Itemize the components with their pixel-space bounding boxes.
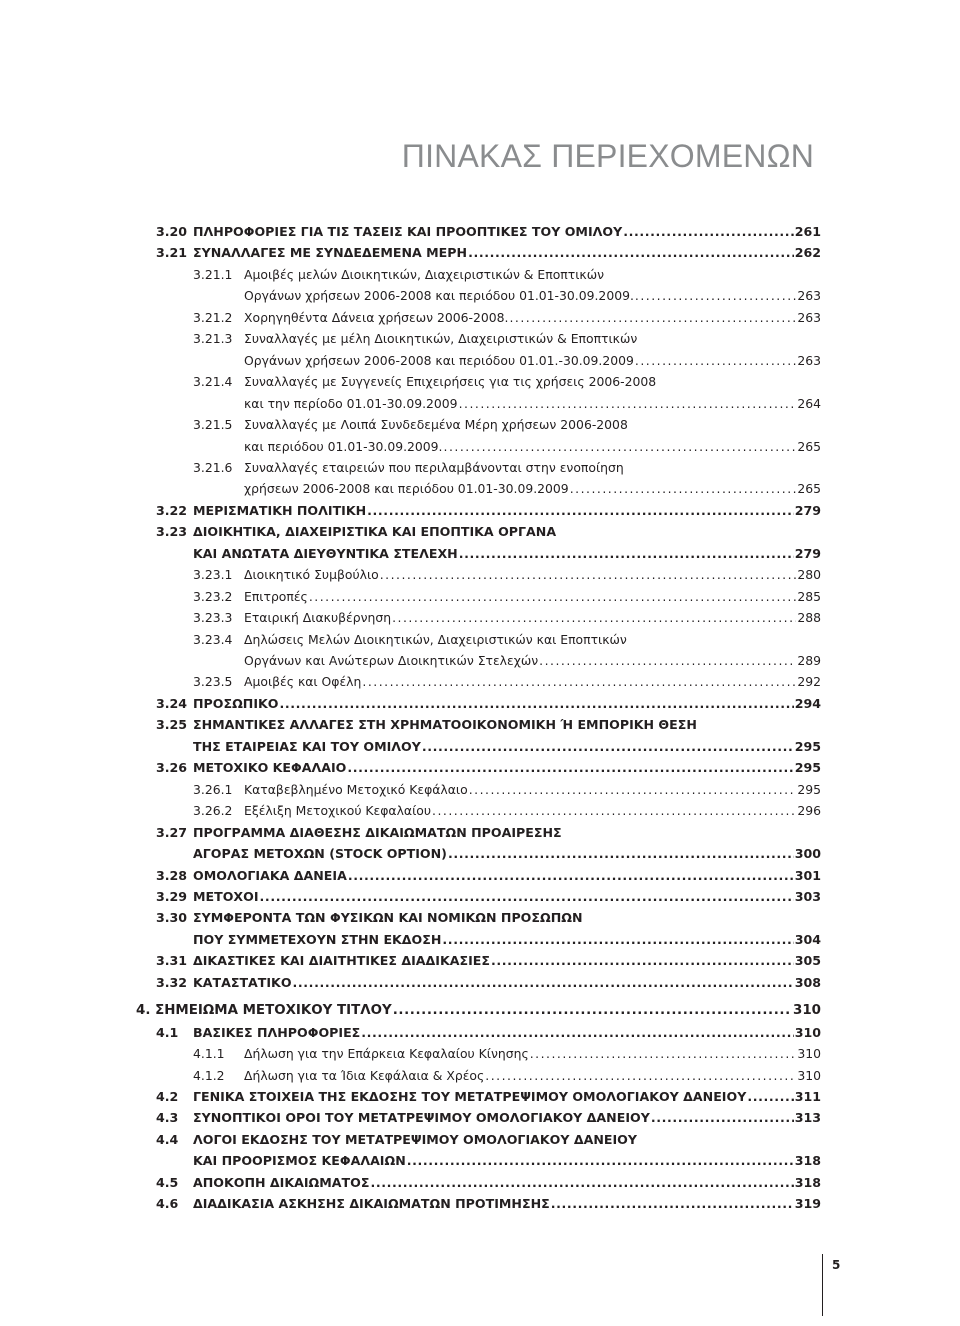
toc-entry-title: ΟΜΟΛΟΓΙΑΚΑ ΔΑΝΕΙΑ <box>193 867 347 883</box>
toc-entry-title: ΛΟΓΟΙ ΕΚΔΟΣΗΣ ΤΟΥ ΜΕΤΑΤΡΕΨΙΜΟΥ ΟΜΟΛΟΓΙΑΚΟΥ ΔΑΝΕΙΟΥ <box>193 1131 637 1147</box>
dot-leader <box>361 1025 793 1040</box>
toc-entry-title: Χορηγηθέντα Δάνεια χρήσεων 2006-2008. <box>244 309 509 325</box>
dot-leader <box>393 1003 792 1018</box>
toc-entry-page: 310 <box>797 1046 821 1062</box>
toc-entry-number: 3.23 <box>156 524 188 540</box>
toc-entry-title: Οργάνων χρήσεων 2006-2008 και περιόδου 01.01.-30.09.2009 <box>244 352 634 368</box>
toc-entry-page: 310 <box>797 1067 821 1083</box>
toc-entry-page: 301 <box>794 867 821 883</box>
toc-entry-page: 280 <box>797 567 821 583</box>
dot-leader <box>279 696 793 711</box>
toc-entry-title: Οργάνων και Ανώτερων Διοικητικών Στελεχών <box>244 653 539 668</box>
toc-entry-page: 295 <box>794 760 821 776</box>
toc-entry-number: 3.27 <box>156 824 188 840</box>
toc-entry-number: 4.3 <box>156 1110 179 1126</box>
toc-entry-title: ΑΠΟΚΟΠΗ ΔΙΚΑΙΩΜΑΤΟΣ <box>193 1174 370 1190</box>
toc-entry-number: 4.1 <box>156 1024 179 1040</box>
toc-entry-number: 3.21.2 <box>193 309 233 325</box>
toc-entry-title: ΣΥΝΟΠΤΙΚΟΙ ΟΡΟΙ ΤΟΥ ΜΕΤΑΤΡΕΨΙΜΟΥ ΟΜΟΛΟΓΙΑΚΟΥ ΔΑΝΕΙΟΥ <box>193 1110 650 1126</box>
dot-leader <box>367 503 794 518</box>
dot-leader <box>260 889 794 904</box>
toc-entry-page: 262 <box>794 245 821 261</box>
toc-entry-title: Αμοιβές και Οφέλη <box>244 674 362 690</box>
toc-entry-page: 311 <box>794 1089 821 1104</box>
toc-entry-page: 310 <box>794 1024 821 1040</box>
toc-entry-page: 300 <box>794 846 821 862</box>
toc-entry-number: 4.1.2 <box>193 1067 225 1083</box>
toc-entry-page: 288 <box>797 610 821 626</box>
dot-leader <box>459 546 794 561</box>
page-number-divider <box>822 1254 823 1316</box>
toc-entry-title: ΜΕΡΙΣΜΑΤΙΚΗ ΠΟΛΙΤΙΚΗ <box>193 502 367 518</box>
dot-leader <box>448 846 794 861</box>
toc-entry-page: 313 <box>794 1110 821 1126</box>
dot-leader <box>293 975 794 990</box>
toc-entry-number: 3.23.1 <box>193 567 233 583</box>
dot-leader <box>432 803 796 818</box>
toc-entry-title: Καταβεβλημένο Μετοχικό Κεφάλαιο <box>244 781 468 797</box>
toc-entry-number: 3.24 <box>156 695 188 711</box>
dot-leader <box>370 1175 793 1190</box>
toc-entry-title: ΠΡΟΣΩΠΙΚΟ <box>193 695 279 711</box>
toc-entry-page: 305 <box>794 953 821 969</box>
dot-leader <box>623 224 793 239</box>
toc-entry-title: Δηλώσεις Μελών Διοικητικών, Διαχειριστικών και Εποπτικών <box>244 631 627 647</box>
toc-entry-page: 289 <box>797 653 821 668</box>
toc-entry-title: ΚΑΙ ΑΝΩΤΑΤΑ ΔΙΕΥΘΥΝΤΙΚΑ ΣΤΕΛΕΧΗ <box>193 545 458 561</box>
toc-entry-number: 3.25 <box>156 717 188 733</box>
toc-entry-title: και περιόδου 01.01-30.09.2009. <box>244 438 443 454</box>
toc-entry-page: 263 <box>797 352 821 368</box>
dot-leader <box>309 589 797 604</box>
toc-entry-page: 261 <box>794 224 821 239</box>
toc-entry-title: Συναλλαγές εταιρειών που περιλαμβάνονται στην ενοποίηση <box>244 459 624 475</box>
dot-leader <box>468 245 794 260</box>
toc-entry-title: Δήλωση για την Επάρκεια Κεφαλαίου Κίνησης <box>244 1046 529 1062</box>
toc-entry-number: 3.26.1 <box>193 781 233 797</box>
toc-entry-page: 285 <box>797 588 821 604</box>
toc-entry-title: ΜΕΤΟΧΟΙ <box>193 888 259 904</box>
toc-entry-number: 3.21 <box>156 245 188 261</box>
toc-entry-number: 4.2 <box>156 1089 179 1104</box>
dot-leader <box>469 782 797 797</box>
toc-entry-title: χρήσεων 2006-2008 και περιόδου 01.01-30.09.2009 <box>244 481 569 497</box>
toc-entry-title: Οργάνων χρήσεων 2006-2008 και περιόδου 01.01-30.09.2009. <box>244 288 634 304</box>
toc-entry-title: ΔΙΟΙΚΗΤΙΚΑ, ΔΙΑΧΕΙΡΙΣΤΙΚΑ ΚΑΙ ΕΠΟΠΤΙΚΑ ΟΡΓΑΝΑ <box>193 524 557 540</box>
toc-entry-number: 4.6 <box>156 1196 179 1212</box>
toc-entry-number: 3.23.4 <box>193 631 233 647</box>
toc-entry-title: ΜΕΤΟΧΙΚΟ ΚΕΦΑΛΑΙΟ <box>193 760 347 776</box>
dot-leader <box>444 439 797 454</box>
toc-entry-page: 263 <box>797 309 821 325</box>
dot-leader <box>491 953 794 968</box>
toc-entry-title: ΤΗΣ ΕΤΑΙΡΕΙΑΣ ΚΑΙ ΤΟΥ ΟΜΙΛΟΥ <box>193 738 421 754</box>
toc-entry-number: 3.21.1 <box>193 266 233 282</box>
toc-entry-title: ΠΡΟΓΡΑΜΜΑ ΔΙΑΘΕΣΗΣ ΔΙΚΑΙΩΜΑΤΩΝ ΠΡΟΑΙΡΕΣΗΣ <box>193 824 562 840</box>
dot-leader <box>485 1068 796 1083</box>
dot-leader <box>747 1089 793 1104</box>
dot-leader <box>539 653 796 668</box>
toc-entry-page: 308 <box>794 974 821 990</box>
toc-entry-number: 4.1.1 <box>193 1046 225 1062</box>
dot-leader <box>530 1046 797 1061</box>
toc-entry-number: 3.29 <box>156 888 188 904</box>
toc-entry-page: 294 <box>794 695 821 711</box>
toc-entry-title: και την περίοδο 01.01-30.09.2009 <box>244 395 458 411</box>
toc-entry-page: 304 <box>794 931 821 947</box>
toc-entry-title: Συναλλαγές με Συγγενείς Επιχειρήσεις για τις χρήσεις 2006-2008 <box>244 374 657 390</box>
toc-entry-page: 318 <box>794 1153 821 1169</box>
toc-entry-number: 3.21.5 <box>193 417 233 433</box>
toc-entry-number: 3.21.3 <box>193 331 233 347</box>
toc-entry-page: 265 <box>797 438 821 454</box>
toc-entry-page: 295 <box>797 781 821 797</box>
toc-entry-number: 4.5 <box>156 1174 179 1190</box>
toc-entry-page: 292 <box>797 674 821 690</box>
dot-leader <box>348 868 794 883</box>
toc-entry-title: ΠΟΥ ΣΥΜΜΕΤΕΧΟΥΝ ΣΤΗΝ ΕΚΔΟΣΗ <box>193 931 442 947</box>
toc-entry-title: Δήλωση για τα Ίδια Κεφάλαια & Χρέος <box>244 1067 485 1083</box>
toc-entry-number: 3.20 <box>156 224 188 239</box>
toc-entry-number: 3.21.4 <box>193 374 233 390</box>
toc-entry-page: 310 <box>793 1003 821 1019</box>
toc-entry-title: Εξέλιξη Μετοχικού Κεφαλαίου <box>244 803 432 819</box>
toc-entry-title: 4. ΣΗΜΕΙΩΜΑ ΜΕΤΟΧΙΚΟΥ ΤΙΤΛΟΥ <box>136 1003 392 1019</box>
toc-entry-page: 303 <box>794 888 821 904</box>
toc-entry-title: ΠΛΗΡΟΦΟΡΙΕΣ ΓΙΑ ΤΙΣ ΤΑΣΕΙΣ ΚΑΙ ΠΡΟΟΠΤΙΚΕΣ ΤΟΥ ΟΜΙΛΟΥ <box>193 224 623 239</box>
toc-entry-number: 4.4 <box>156 1131 179 1147</box>
page-number: 5 <box>832 1258 841 1272</box>
toc-entry-title: ΑΓΟΡΑΣ ΜΕΤΟΧΩΝ (STOCK OPTION) <box>193 846 447 862</box>
dot-leader <box>551 1196 794 1211</box>
dot-leader <box>651 1110 794 1125</box>
toc-entry-title: ΣΥΜΦΕΡΟΝΤΑ ΤΩΝ ΦΥΣΙΚΩΝ ΚΑΙ ΝΟΜΙΚΩΝ ΠΡΟΣΩΠΩΝ <box>193 910 583 926</box>
dot-leader <box>362 674 796 689</box>
toc-entry-number: 3.28 <box>156 867 188 883</box>
dot-leader <box>380 567 797 582</box>
toc-entry-title: Συναλλαγές με Λοιπά Συνδεδεμένα Μέρη χρήσεων 2006-2008 <box>244 417 628 433</box>
toc-entry-title: Εταιρική Διακυβέρνηση <box>244 610 392 626</box>
toc-entry-title: Επιτροπές <box>244 588 308 604</box>
dot-leader <box>407 1153 794 1168</box>
toc-entry-title: ΔΙΚΑΣΤΙΚΕΣ ΚΑΙ ΔΙΑΙΤΗΤΙΚΕΣ ΔΙΑΔΙΚΑΣΙΕΣ <box>193 953 490 969</box>
toc-entry-number: 3.32 <box>156 974 188 990</box>
toc-entry-number: 3.26.2 <box>193 803 233 819</box>
toc-entry-page: 279 <box>794 502 821 518</box>
toc-entry-page: 279 <box>794 545 821 561</box>
dot-leader <box>509 310 796 325</box>
toc-entry-number: 3.23.5 <box>193 674 233 690</box>
toc-entry-page: 318 <box>794 1174 821 1190</box>
dot-leader <box>392 610 796 625</box>
toc-entry-number: 3.30 <box>156 910 188 926</box>
page-title: ΠΙΝΑΚΑΣ ΠΕΡΙΕΧΟΜΕΝΩΝ <box>401 138 814 174</box>
toc-entry-number: 3.22 <box>156 502 188 518</box>
toc-entry-page: 264 <box>797 395 821 411</box>
toc-entry-page: 295 <box>794 738 821 754</box>
dot-leader <box>570 481 797 496</box>
toc-entry-title: ΚΑΤΑΣΤΑΤΙΚΟ <box>193 974 292 990</box>
dot-leader <box>422 739 794 754</box>
toc-entry-title: Συναλλαγές με μέλη Διοικητικών, Διαχειριστικών & Εποπτικών <box>244 331 638 347</box>
toc-entry-page: 265 <box>797 481 821 497</box>
dot-leader <box>635 288 796 303</box>
toc-entry-title: ΣΥΝΑΛΛΑΓΕΣ ΜΕ ΣΥΝΔΕΔΕΜΕΝΑ ΜΕΡΗ <box>193 245 468 261</box>
toc-entry-title: Διοικητικό Συμβούλιο <box>244 567 379 583</box>
toc-entry-title: ΓΕΝΙΚΑ ΣΤΟΙΧΕΙΑ ΤΗΣ ΕΚΔΟΣΗΣ ΤΟΥ ΜΕΤΑΤΡΕΨΙΜΟΥ ΟΜΟΛΟΓΙΑΚΟΥ ΔΑΝΕΙΟΥ <box>193 1089 747 1104</box>
toc-entry-number: 3.23.2 <box>193 588 233 604</box>
dot-leader <box>635 353 796 368</box>
toc-entry-title: Αμοιβές μελών Διοικητικών, Διαχειριστικών & Εποπτικών <box>244 266 604 282</box>
dot-leader <box>347 760 793 775</box>
toc-entry-page: 263 <box>797 288 821 304</box>
toc-entry-title: ΣΗΜΑΝΤΙΚΕΣ ΑΛΛΑΓΕΣ ΣΤΗ ΧΡΗΜΑΤΟΟΙΚΟΝΟΜΙΚΗ Ή ΕΜΠΟΡΙΚΗ ΘΕΣΗ <box>193 717 697 733</box>
toc-entry-title: ΒΑΣΙΚΕΣ ΠΛΗΡΟΦΟΡΙΕΣ <box>193 1024 361 1040</box>
dot-leader <box>459 396 797 411</box>
toc-entry-page: 296 <box>797 803 821 819</box>
toc-entry-number: 3.23.3 <box>193 610 233 626</box>
toc-entry-title: ΚΑΙ ΠΡΟΟΡΙΣΜΟΣ ΚΕΦΑΛΑΙΩΝ <box>193 1153 406 1169</box>
toc-entry-title: ΔΙΑΔΙΚΑΣΙΑ ΑΣΚΗΣΗΣ ΔΙΚΑΙΩΜΑΤΩΝ ΠΡΟΤΙΜΗΣΗΣ <box>193 1196 550 1212</box>
dot-leader <box>442 932 793 947</box>
toc-entry-number: 3.26 <box>156 760 188 776</box>
toc-entry-page: 319 <box>794 1196 821 1212</box>
toc-entry-number: 3.31 <box>156 953 188 969</box>
toc-entry-number: 3.21.6 <box>193 459 233 475</box>
